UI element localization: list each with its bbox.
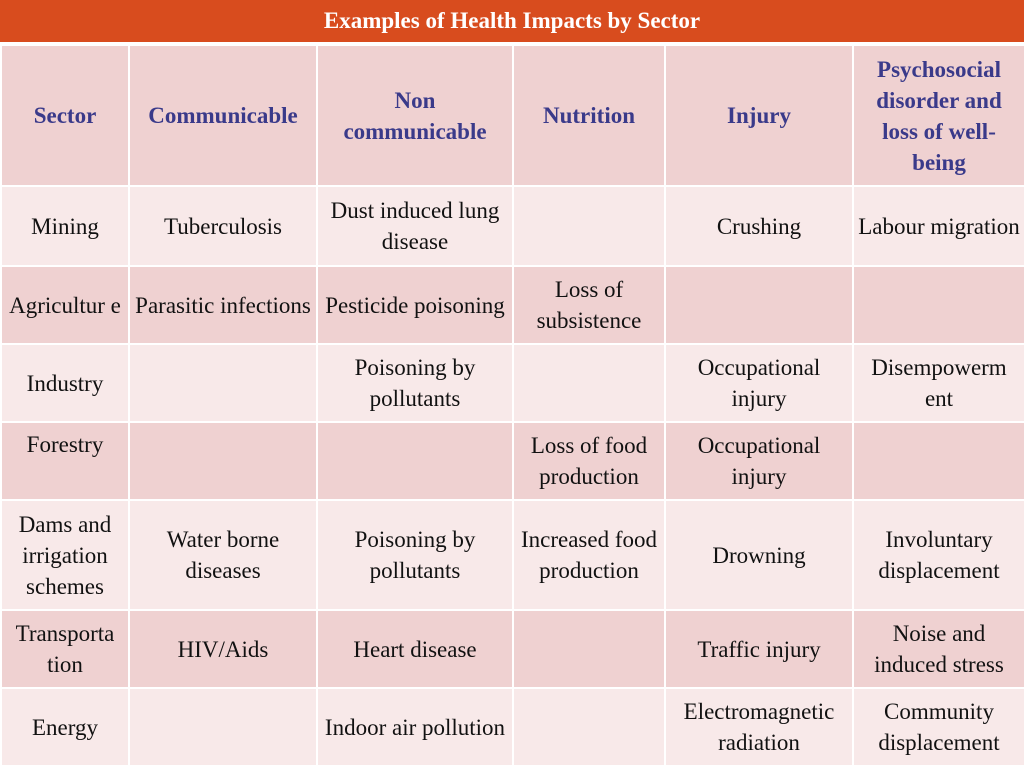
cell-communicable	[129, 688, 317, 766]
cell-psychosocial: Involuntary displacement	[853, 500, 1024, 610]
cell-injury: Occupational injury	[665, 344, 853, 422]
table-header-row	[1, 45, 1024, 186]
cell-noncommunicable: Poisoning by pollutants	[317, 500, 513, 610]
cell-injury: Occupational injury	[665, 422, 853, 500]
cell-sector: Industry	[1, 344, 129, 422]
cell-injury: Crushing	[665, 186, 853, 266]
cell-communicable: HIV/Aids	[129, 610, 317, 688]
cell-sector: Forestry	[1, 422, 129, 500]
cell-psychosocial	[853, 422, 1024, 500]
table-row	[1, 688, 1024, 766]
cell-noncommunicable	[317, 422, 513, 500]
cell-sector: Energy	[1, 688, 129, 766]
cell-injury: Electromagnetic radiation	[665, 688, 853, 766]
table-row	[1, 186, 1024, 266]
cell-nutrition	[513, 610, 665, 688]
cell-communicable: Tuberculosis	[129, 186, 317, 266]
column-header-injury: Injury	[665, 45, 853, 186]
table-row	[1, 500, 1024, 610]
table-row	[1, 422, 1024, 500]
cell-nutrition: Loss of food production	[513, 422, 665, 500]
column-header-communicable: Communicable	[129, 45, 317, 186]
cell-sector: Mining	[1, 186, 129, 266]
cell-noncommunicable: Pesticide poisoning	[317, 266, 513, 344]
cell-psychosocial	[853, 266, 1024, 344]
cell-nutrition	[513, 344, 665, 422]
health-impacts-table	[0, 44, 1024, 767]
cell-sector: Dams and irrigation schemes	[1, 500, 129, 610]
cell-psychosocial: Labour migration	[853, 186, 1024, 266]
cell-psychosocial: Community displacement	[853, 688, 1024, 766]
cell-injury: Traffic injury	[665, 610, 853, 688]
column-header-noncommunicable: Non communicable	[317, 45, 513, 186]
cell-injury	[665, 266, 853, 344]
cell-injury: Drowning	[665, 500, 853, 610]
cell-communicable: Water borne diseases	[129, 500, 317, 610]
cell-noncommunicable: Heart disease	[317, 610, 513, 688]
cell-nutrition	[513, 186, 665, 266]
cell-psychosocial: Noise and induced stress	[853, 610, 1024, 688]
cell-sector: Transporta tion	[1, 610, 129, 688]
column-header-nutrition: Nutrition	[513, 45, 665, 186]
cell-nutrition	[513, 688, 665, 766]
cell-communicable: Parasitic infections	[129, 266, 317, 344]
cell-noncommunicable: Dust induced lung disease	[317, 186, 513, 266]
cell-psychosocial: Disempowerm ent	[853, 344, 1024, 422]
table-row	[1, 344, 1024, 422]
cell-communicable	[129, 422, 317, 500]
cell-nutrition: Loss of subsistence	[513, 266, 665, 344]
cell-sector: Agricultur e	[1, 266, 129, 344]
column-header-psychosocial: Psychosocial disorder and loss of well-being	[853, 45, 1024, 186]
cell-noncommunicable: Indoor air pollution	[317, 688, 513, 766]
slide-title: Examples of Health Impacts by Sector	[0, 0, 1024, 42]
table-row	[1, 266, 1024, 344]
column-header-sector: Sector	[1, 45, 129, 186]
cell-communicable	[129, 344, 317, 422]
cell-nutrition: Increased food production	[513, 500, 665, 610]
cell-noncommunicable: Poisoning by pollutants	[317, 344, 513, 422]
table-row	[1, 610, 1024, 688]
